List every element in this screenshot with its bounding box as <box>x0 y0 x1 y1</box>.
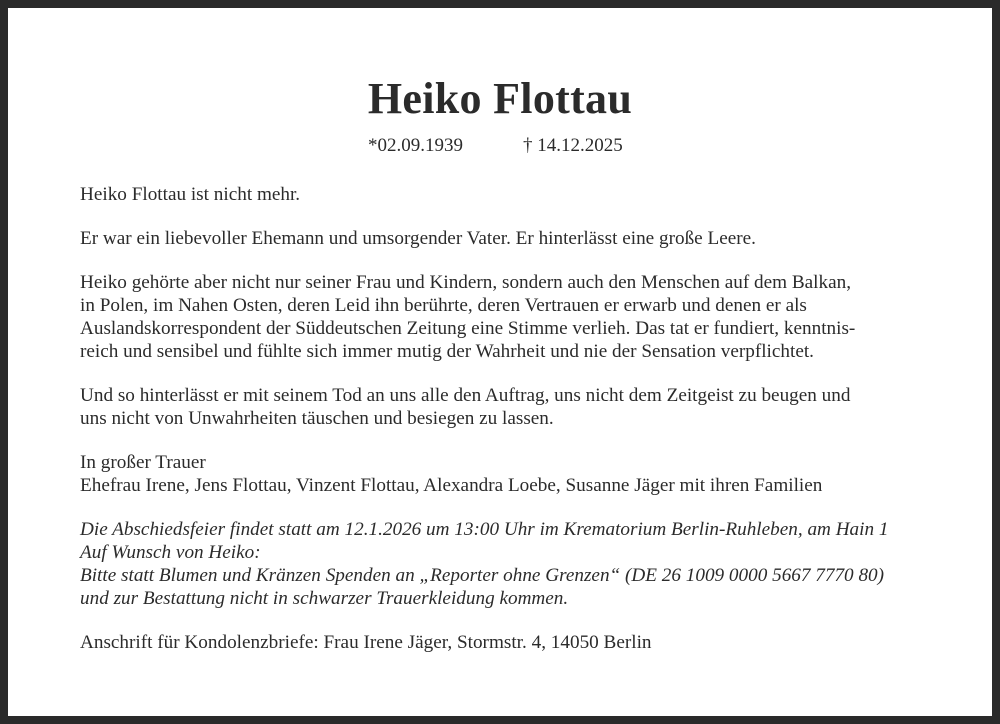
text-line: Heiko gehörte aber nicht nur seiner Frau und Kindern, sondern auch den Menschen auf dem Balkan, <box>80 272 851 293</box>
obituary-notice <box>8 8 992 716</box>
text-line: Und so hinterlässt er mit seinem Tod an uns alle den Auftrag, uns nicht dem Zeitgeist zu beugen und <box>80 385 851 406</box>
death-date: † 14.12.2025 <box>523 135 623 156</box>
text-line: Bitte statt Blumen und Kränzen Spenden an „Reporter ohne Grenzen“ (DE 26 1009 0000 5667 7770 80) <box>80 565 885 586</box>
paragraph-mourners <box>80 451 940 497</box>
paragraph-family <box>80 227 940 250</box>
deceased-name: Heiko Flottau <box>367 74 633 123</box>
text-line: Heiko Flottau ist nicht mehr. <box>80 184 301 205</box>
text-line: in Polen, im Nahen Osten, deren Leid ihn berührte, deren Vertrauen er erwarb und denen er als <box>80 295 807 316</box>
birth-date: *02.09.1939 <box>368 135 463 156</box>
paragraph-opening <box>80 183 940 206</box>
text-line: uns nicht von Unwahrheiten täuschen und besiegen zu lassen. <box>80 408 554 429</box>
text-line: reich und sensibel und fühlte sich immer mutig der Wahrheit und nie der Sensation verpflichtet. <box>80 341 814 362</box>
text-line: Anschrift für Kondolenzbriefe: Frau Irene Jäger, Stormstr. 4, 14050 Berlin <box>80 632 652 653</box>
text-line: Die Abschiedsfeier findet statt am 12.1.2026 um 13:00 Uhr im Krematorium Berlin-Ruhleben, am Hain 1 <box>80 519 889 540</box>
paragraph-ceremony-info <box>80 518 940 610</box>
text-line: In großer Trauer <box>80 452 206 473</box>
notice-frame <box>8 8 992 716</box>
text-line: Auf Wunsch von Heiko: <box>80 542 261 563</box>
text-line: Ehefrau Irene, Jens Flottau, Vinzent Flottau, Alexandra Loebe, Susanne Jäger mit ihren Familien <box>80 475 823 496</box>
text-line: und zur Bestattung nicht in schwarzer Trauerkleidung kommen. <box>80 588 569 609</box>
paragraph-legacy <box>80 384 940 430</box>
paragraph-condolence-address <box>80 631 940 654</box>
text-line: Auslandskorrespondent der Süddeutschen Zeitung eine Stimme verlieh. Das tat er fundiert, kenntnis- <box>80 318 856 339</box>
notice-body <box>80 183 940 675</box>
life-dates <box>8 134 992 158</box>
paragraph-career <box>80 271 940 363</box>
text-line: Er war ein liebevoller Ehemann und umsorgender Vater. Er hinterlässt eine große Leere. <box>80 228 756 249</box>
